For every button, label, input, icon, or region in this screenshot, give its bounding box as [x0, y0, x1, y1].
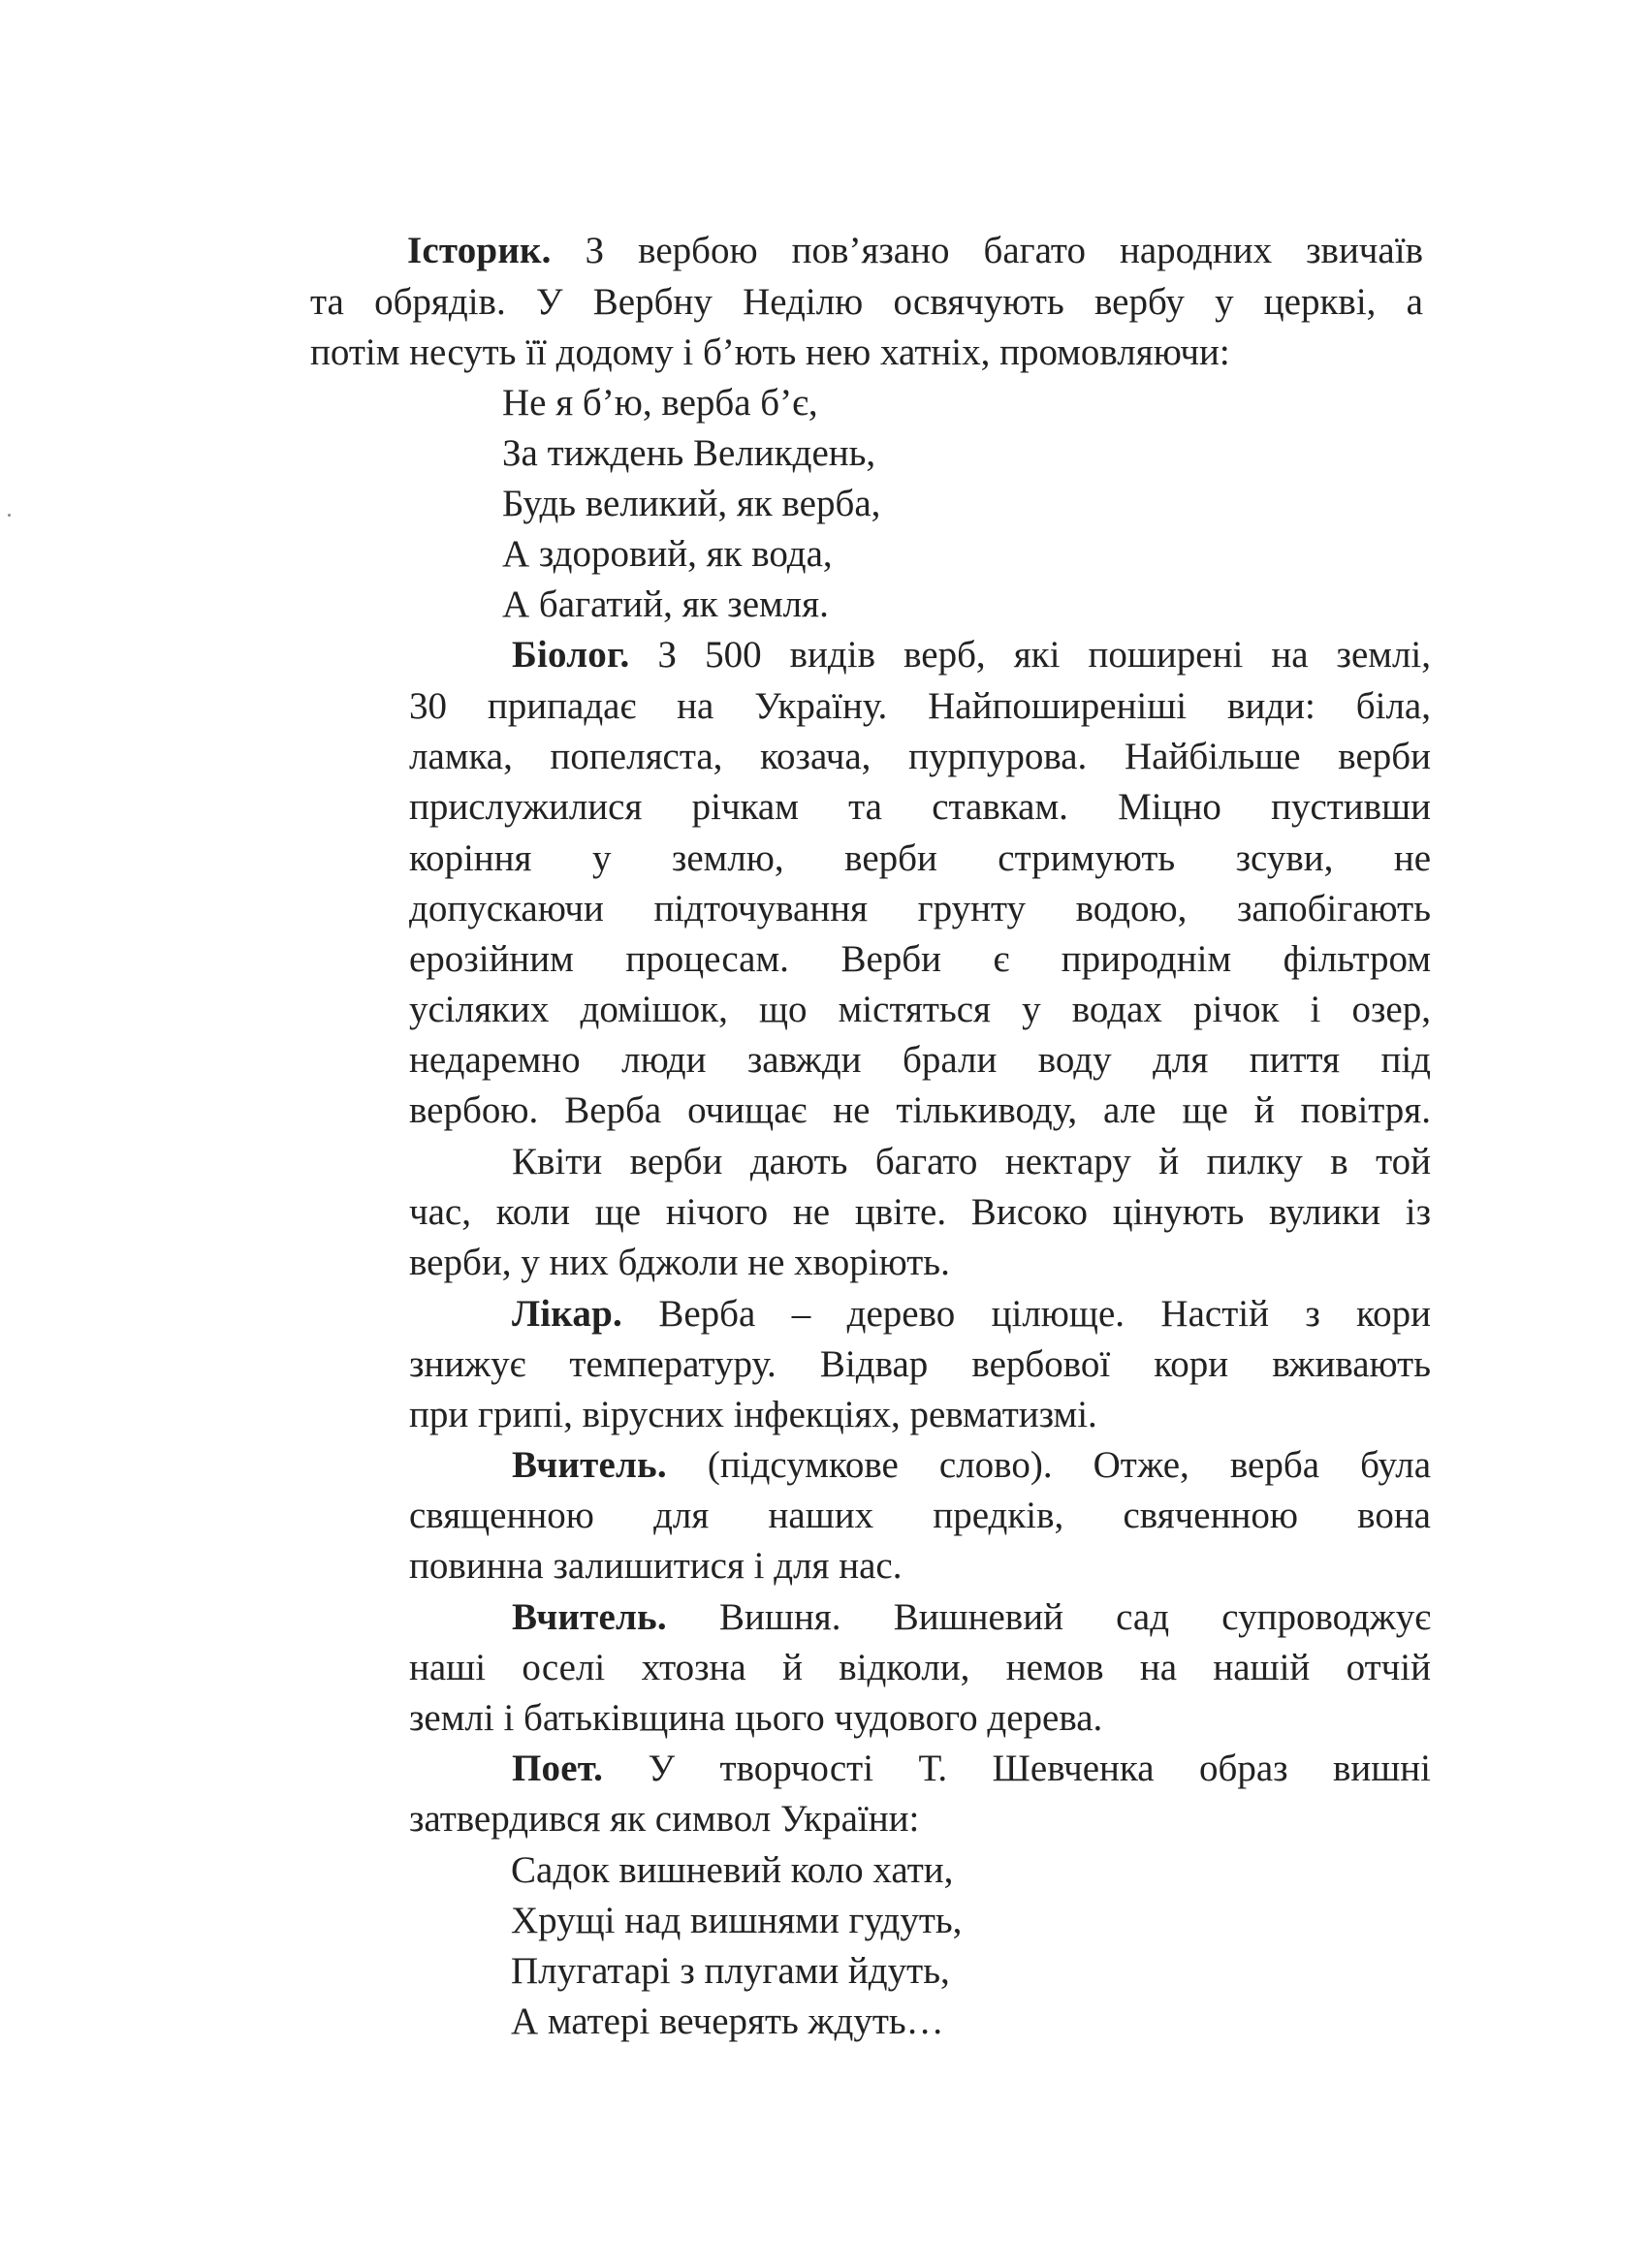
verse-line: Хрущі над вишнями гудуть, [511, 1900, 963, 1941]
paragraph-historian-line-1: Історик. З вербою пов’язано багато народних звичаїв [407, 230, 1423, 271]
paragraph-biologist-line: усіляких домішок, що містяться у водах річок і озер, [409, 989, 1431, 1030]
paragraph-biologist-line-1: Біолог. З 500 видів верб, які поширені на землі, [512, 634, 1431, 676]
paragraph-biologist-line: недаремно люди завжди брали воду для пиття під [409, 1039, 1431, 1081]
speaker-historian: Історик. [407, 230, 552, 271]
paragraph-teacher-summary-line: повинна залишитися і для нас. [409, 1545, 903, 1587]
speaker-poet: Поет. [512, 1748, 604, 1789]
paragraph-biologist-line: ерозійним процесам. Верби є природнім фільтром [409, 938, 1431, 980]
paragraph-biologist-line: прислужилися річкам та ставкам. Міцно пустивши [409, 786, 1431, 828]
paragraph-biologist-line: 30 припадає на Україну. Найпоширеніші види: біла, [409, 685, 1431, 727]
paragraph-doctor-line: знижує температуру. Відвар вербової кори вживають [409, 1343, 1431, 1385]
speaker-biologist: Біолог. [512, 634, 630, 676]
paragraph-teacher-cherry-line: наші оселі хтозна й відколи, немов на нашій отчій [409, 1647, 1431, 1688]
verse-line: Плугатарі з плугами йдуть, [511, 1950, 950, 1992]
paragraph-biologist-line: коріння у землю, верби стримують зсуви, не [409, 837, 1431, 879]
verse-line: А багатий, як земля. [502, 583, 829, 625]
speaker-teacher: Вчитель. [512, 1596, 667, 1638]
paragraph-flowers-line: верби, у них бджоли не хворіють. [409, 1242, 950, 1283]
verse-line: Не я б’ю, верба б’є, [502, 382, 818, 424]
verse-line: Будь великий, як верба, [502, 483, 881, 524]
paragraph-biologist-line: ламка, попеляста, козача, пурпурова. Найбільше верби [409, 736, 1431, 777]
paragraph-flowers-line: Квіти верби дають багато нектару й пилку в той [512, 1141, 1431, 1182]
paragraph-teacher-summary-line-1: Вчитель. (підсумкове слово). Отже, верба була [512, 1444, 1431, 1486]
paragraph-doctor-line: при грипі, вірусних інфекціях, ревматизмі. [409, 1394, 1097, 1435]
paragraph-doctor-line-1: Лікар. Верба – дерево цілюще. Настій з кори [512, 1293, 1431, 1335]
paragraph-poet-line-1: Поет. У творчості Т. Шевченка образ вишні [512, 1748, 1431, 1789]
paragraph-biologist-line: допускаючи підточування грунту водою, запобігають [409, 888, 1431, 929]
speaker-teacher: Вчитель. [512, 1444, 667, 1486]
verse-line: А здоровий, як вода, [502, 533, 833, 575]
verse-line: Садок вишневий коло хати, [511, 1849, 954, 1891]
paragraph-poet-line: затвердився як символ України: [409, 1798, 920, 1840]
paragraph-teacher-cherry-line-1: Вчитель. Вишня. Вишневий сад супроводжує [512, 1596, 1431, 1638]
scan-speck [8, 514, 11, 517]
paragraph-historian-line-3: потім несуть її додому і б’ють нею хатніх, промовляючи: [310, 331, 1230, 373]
paragraph-teacher-cherry-line: землі і батьківщина цього чудового дерева. [409, 1697, 1103, 1739]
paragraph-historian-line-2: та обрядів. У Вербну Неділю освячують вербу у церкві, а [310, 281, 1423, 323]
verse-line: За тиждень Великдень, [502, 432, 876, 474]
paragraph-flowers-line: час, коли ще нічого не цвіте. Високо цінують вулики із [409, 1191, 1431, 1233]
paragraph-biologist-line: вербою. Верба очищає не тількиводу, але ще й повітря. [409, 1089, 1431, 1131]
verse-line: А матері вечерять ждуть… [511, 2000, 944, 2042]
paragraph-teacher-summary-line: священною для наших предків, свяченною вона [409, 1495, 1431, 1536]
speaker-doctor: Лікар. [512, 1293, 622, 1335]
